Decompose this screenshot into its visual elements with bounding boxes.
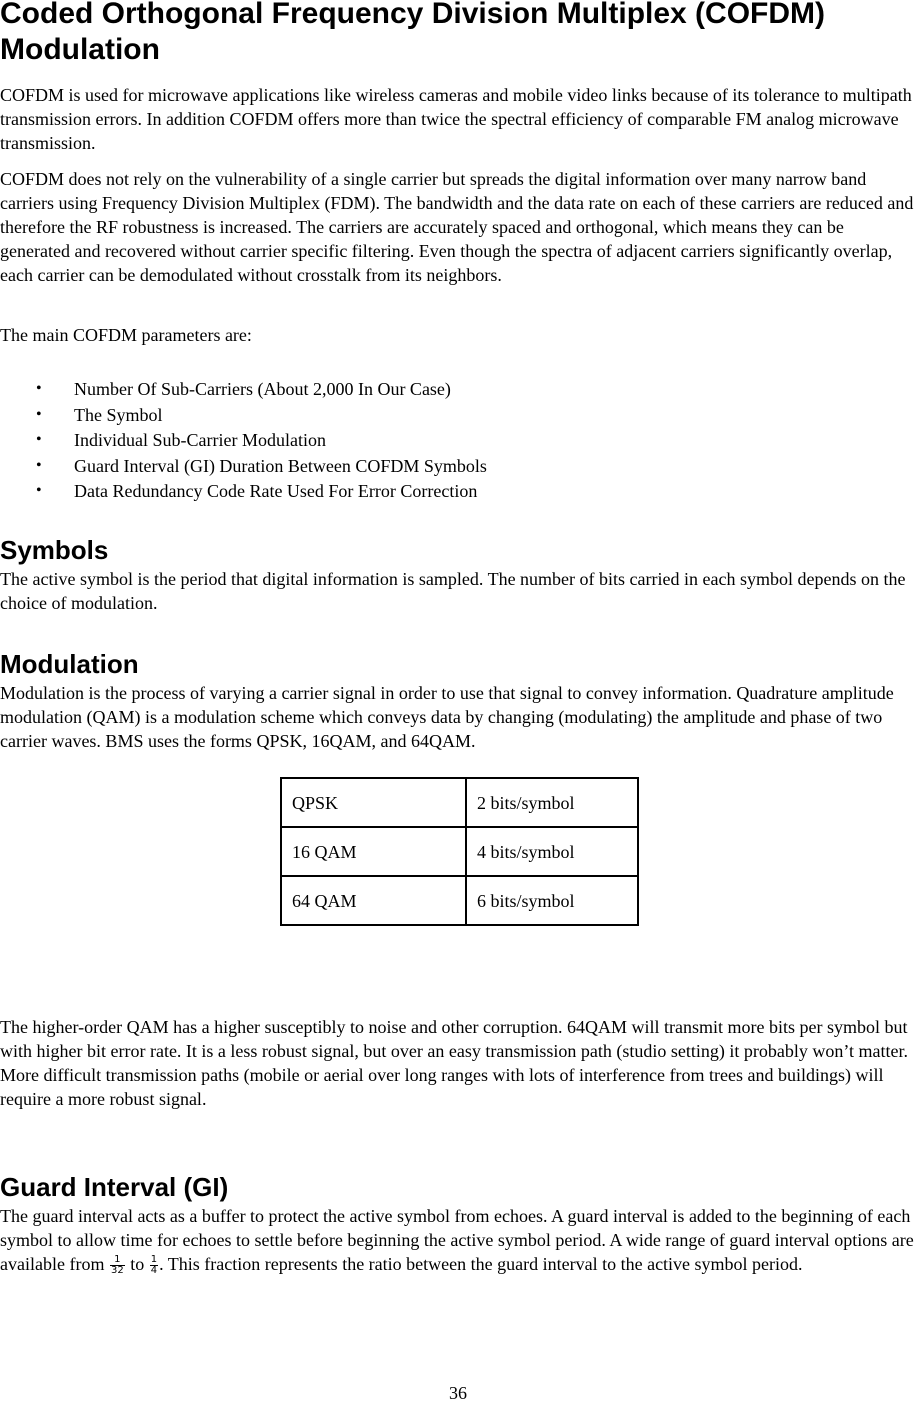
guard-text-mid: to [125,1254,149,1274]
modulation-heading: Modulation [0,649,139,679]
list-item [0,428,916,454]
fraction-numerator: 1 [110,1255,125,1266]
list-item [0,403,916,429]
bullet-icon: • [36,482,42,499]
list-item [0,479,916,505]
bullet-icon: • [36,431,42,448]
bullet-icon: • [36,456,42,474]
page-title-line2: Modulation [0,33,160,66]
guard-interval-paragraph [0,1204,916,1276]
fraction-numerator: 1 [150,1254,158,1266]
list-item-text: Data Redundancy Code Rate Used For Error Correction [74,481,478,501]
intro-paragraph-2: COFDM does not rely on the vulnerability of a single carrier but spreads the digital information over many narrow band carriers using Frequency Division Multiplex (FDM). The bandwidth and the data rate on each of these carriers are reduced and therefore the RF robustness is increased. The carriers are accurately spaced and orthogonal, which means they can be generated and recovered without carrier specific filtering. Even though the spectra of adjacent carriers significantly overlap, each carrier can be demodulated without crosstalk from its neighbors. [0,169,914,285]
guard-text-b: . This fraction represents the ratio between the guard interval to the active symbol period. [159,1254,803,1274]
modulation-paragraph: Modulation is the process of varying a carrier signal in order to use that signal to convey information. Quadrature amplitude modulation (QAM) is a modulation scheme which conveys data by changing (modulating) the amplitude and phase of two carrier waves. BMS uses the forms QPSK, 16QAM, and 64QAM. [0,683,894,751]
table-row [281,778,638,827]
fraction-denominator: 4 [150,1265,158,1277]
intro-paragraph-3: The main COFDM parameters are: [0,325,252,345]
list-item-text: The Symbol [74,404,163,425]
table-cell-rate: 6 bits/symbol [466,876,638,925]
intro-paragraph-1: COFDM is used for microwave applications like wireless cameras and mobile video links because of its tolerance to multipath transmission errors. In addition COFDM offers more than twice the spectral efficiency of comparable FM analog microwave transmission. [0,85,912,153]
guard-interval-heading: Guard Interval (GI) [0,1172,229,1202]
page-title [0,0,916,68]
table-cell-scheme: QPSK [281,778,466,827]
table-row [281,876,638,925]
table-cell-rate: 2 bits/symbol [466,778,638,827]
parameter-list [0,377,916,505]
bullet-icon: • [36,380,42,397]
symbols-paragraph: The active symbol is the period that digital information is sampled. The number of bits carried in each symbol depends on the choice of modulation. [0,569,906,613]
bullet-icon: • [36,405,42,423]
table-row [281,827,638,876]
list-item [0,454,916,480]
list-item-text: Guard Interval (GI) Duration Between COFDM Symbols [74,455,487,476]
fraction-one-thirtysecond [110,1255,125,1276]
guard-text-a: The guard interval acts as a buffer to protect the active symbol from echoes. A guard interval is added to the beginning of each symbol to allow time for echoes to settle before beginning the active symbol period. A wide range of guard interval options are available from [0,1206,914,1274]
page-title-line1: Coded Orthogonal Frequency Division Multiplex (COFDM) [0,0,826,30]
table-cell-scheme: 64 QAM [281,876,466,925]
modulation-table [280,777,639,926]
table-cell-rate: 4 bits/symbol [466,827,638,876]
qam-paragraph: The higher-order QAM has a higher susceptibly to noise and other corruption. 64QAM will transmit more bits per symbol but with higher bit error rate. It is a less robust signal, but over an easy transmission path (studio setting) it probably won’t matter. More difficult transmission paths (mobile or aerial over long ranges with lots of interference from trees and buildings) will require a more robust signal. [0,1017,908,1109]
list-item-text: Individual Sub-Carrier Modulation [74,430,326,450]
list-item-text: Number Of Sub-Carriers (About 2,000 In Our Case) [74,379,451,399]
page-number: 36 [449,1383,467,1403]
symbols-heading: Symbols [0,535,109,565]
fraction-denominator: 32 [110,1265,124,1277]
list-item [0,377,916,403]
fraction-one-quarter [150,1255,158,1276]
table-cell-scheme: 16 QAM [281,827,466,876]
